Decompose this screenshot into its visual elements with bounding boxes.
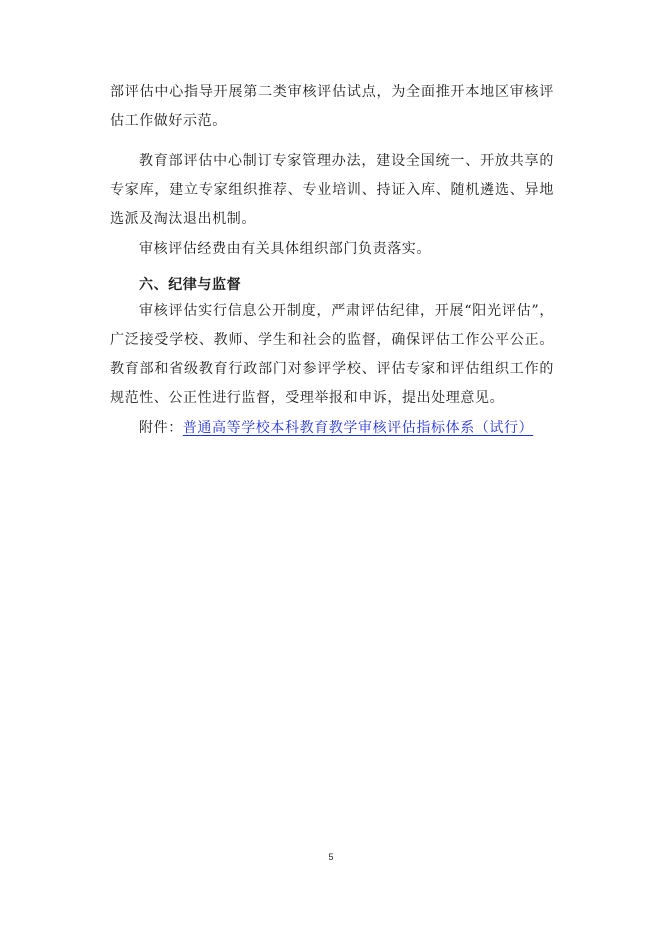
attachment-link[interactable]: 普通高等学校本科教育教学审核评估指标体系（试行） [182, 420, 534, 436]
paragraph-supervision: 审核评估实行信息公开制度，严肃评估纪律，开展“阳光评估”，广泛接受学校、教师、学生和社会的监督，确保评估工作公平公正。教育部和省级教育行政部门对参评学校、评估专家和评估组织工作的规范性、公正性进行监督，受理举报和申诉，提出处理意见。 [110, 303, 554, 406]
attachment-line [139, 414, 533, 443]
attachment-prefix: 附件： [139, 420, 183, 436]
page-number: 5 [328, 852, 334, 862]
paragraph-assessment-center-pilot: 部评估中心指导开展第二类审核评估试点，为全面推开本地区审核评估工作做好示范。 [110, 84, 554, 129]
paragraph-funding: 审核评估经费由有关具体组织部门负责落实。 [139, 241, 431, 257]
paragraph-expert-management: 教育部评估中心制订专家管理办法，建设全国统一、开放共享的专家库，建立专家组织推荐、专业培训、持证入库、随机遴选、异地选派及淘汰退出机制。 [110, 153, 554, 227]
section-heading-discipline-supervision: 六、纪律与监督 [139, 277, 242, 293]
